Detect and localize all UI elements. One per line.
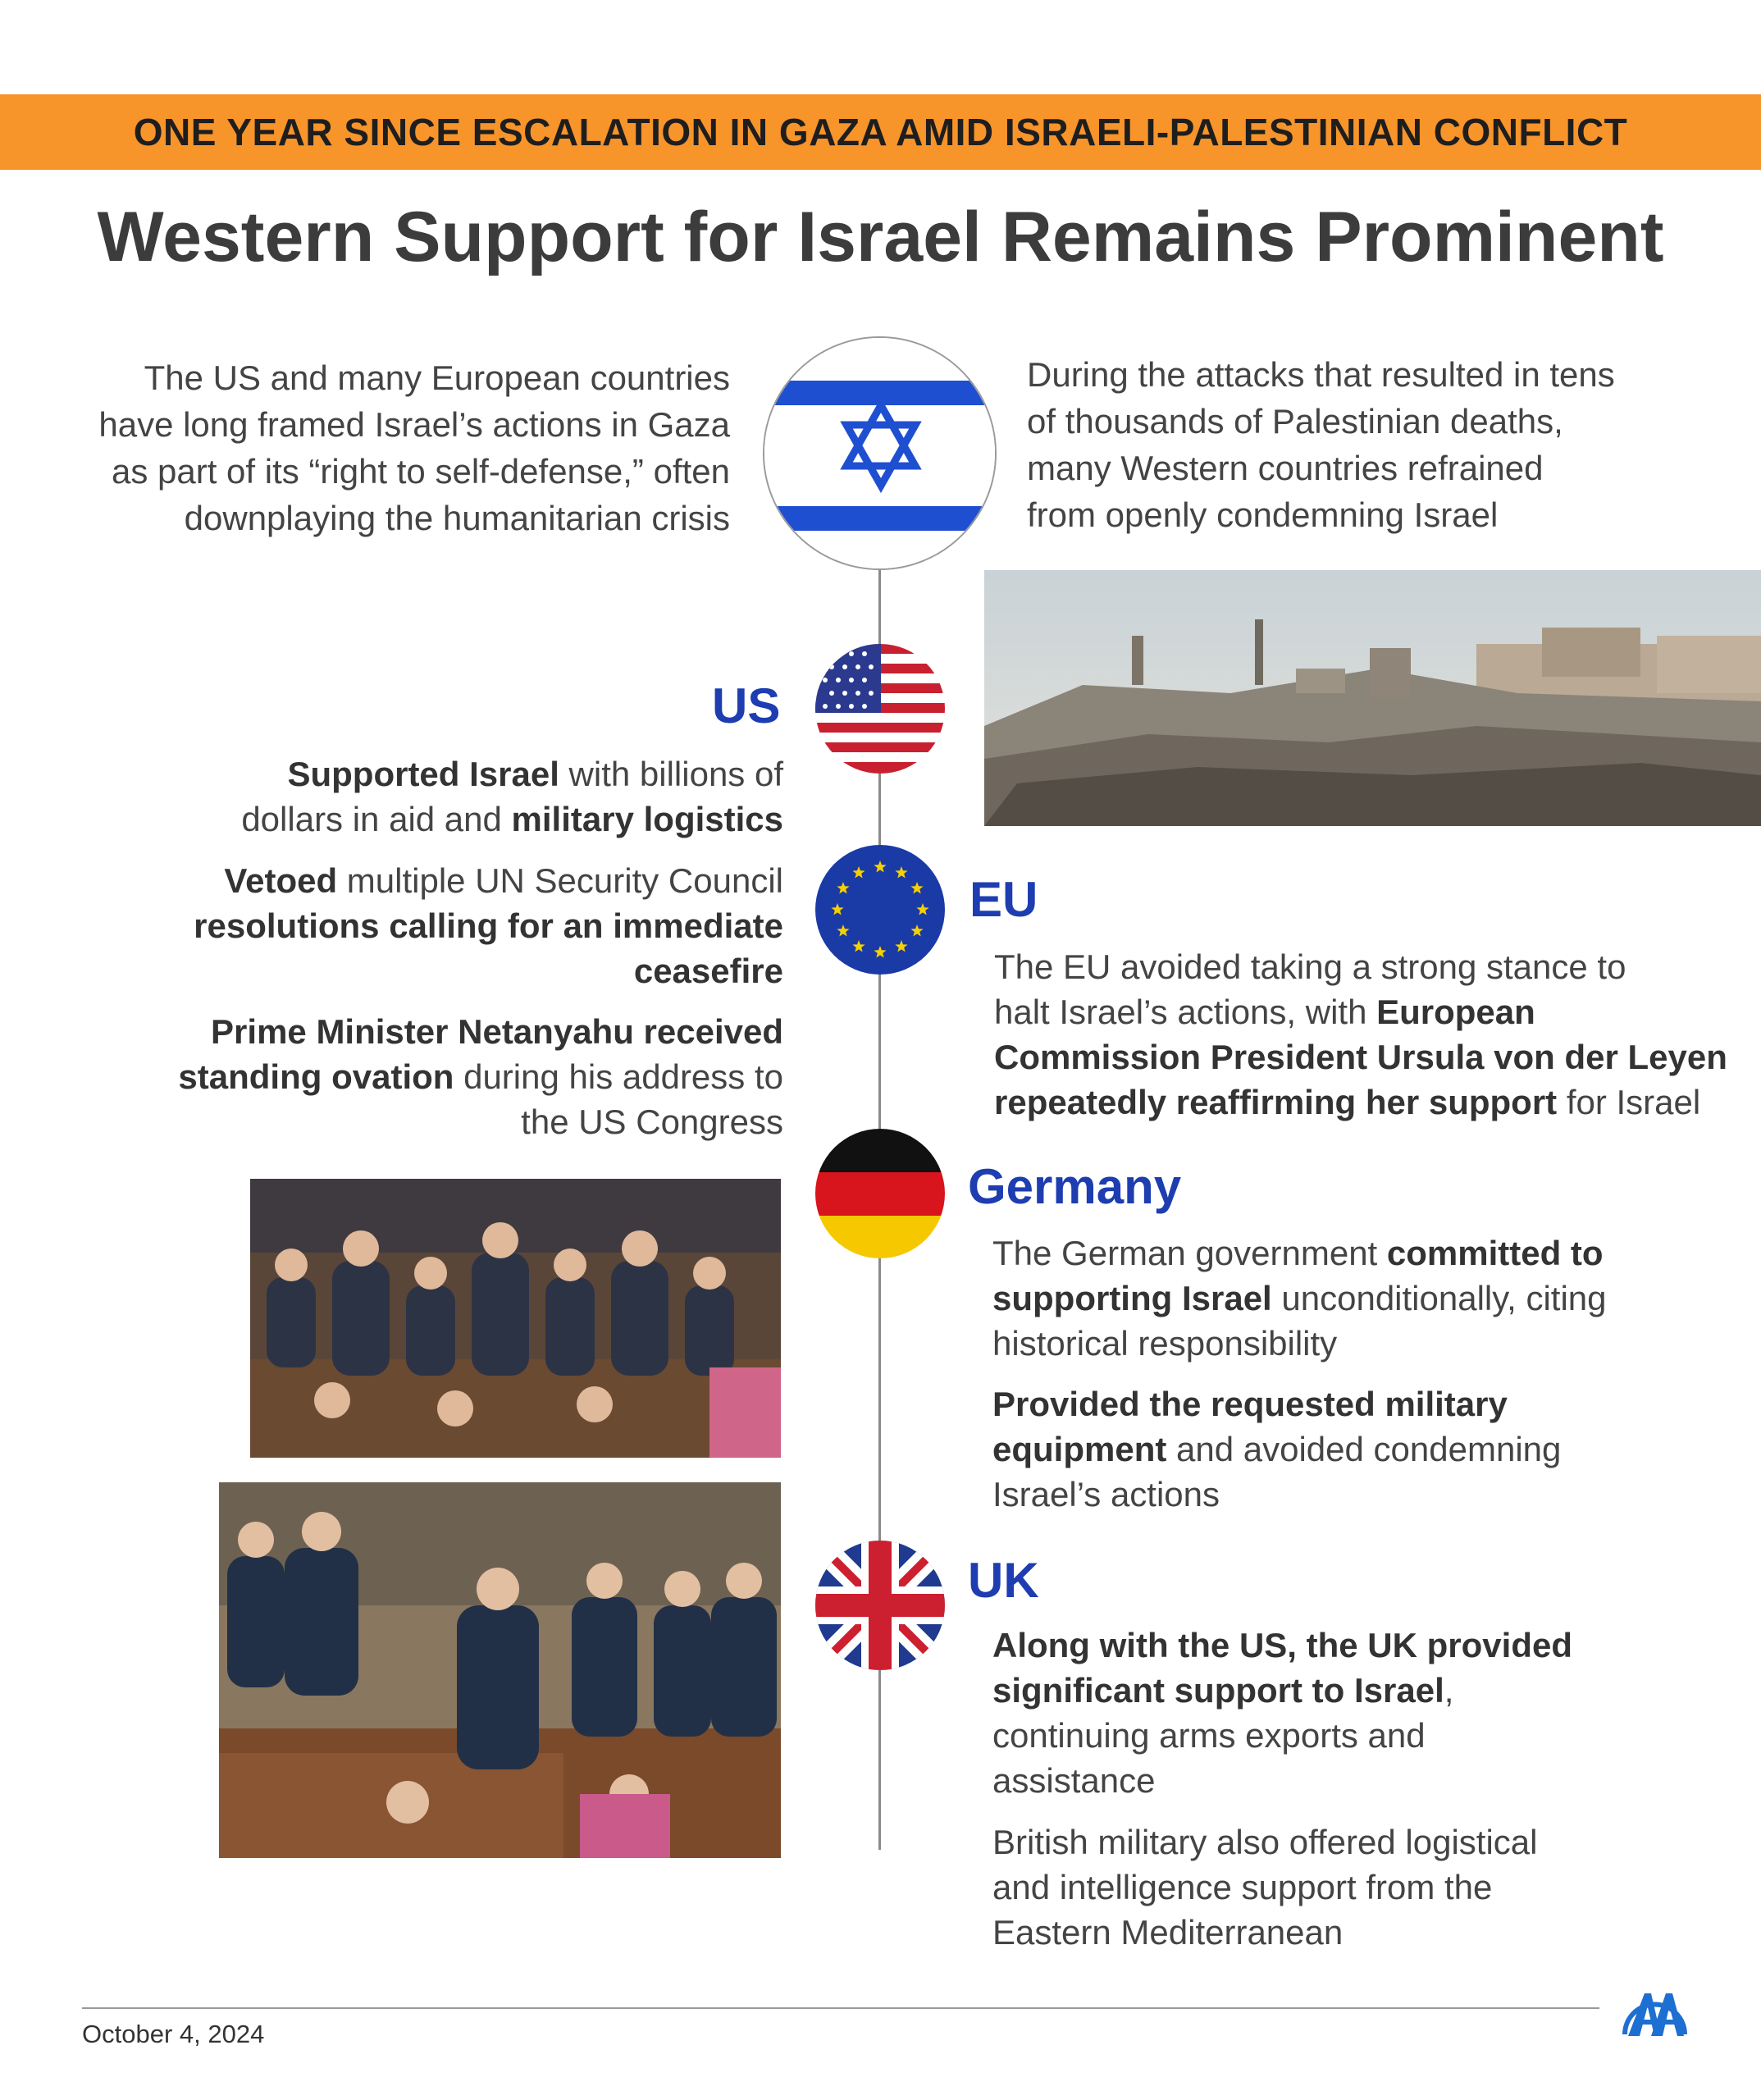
- aa-logo-icon: [1620, 1975, 1690, 2039]
- eu-flag-icon: [815, 845, 945, 975]
- text-run: and intelligence support from the: [992, 1868, 1493, 1906]
- eu-paragraph-1: [994, 944, 1749, 1125]
- text-run: multiple UN Security Council: [337, 861, 783, 900]
- us-paragraph-2: [98, 858, 783, 993]
- text-run: The German government: [992, 1234, 1387, 1272]
- uk-flag-icon: [815, 1541, 945, 1670]
- country-heading-uk: UK: [968, 1553, 1039, 1608]
- intro-right-line: During the attacks that resulted in tens: [1027, 355, 1615, 394]
- country-heading-germany: Germany: [968, 1159, 1182, 1214]
- intro-right-line: from openly condemning Israel: [1027, 495, 1499, 534]
- israel-flag-icon: [763, 336, 997, 570]
- text-run: ,: [1444, 1671, 1454, 1710]
- text-run: dollars in aid and: [241, 800, 512, 838]
- intro-right-text: [1027, 351, 1708, 538]
- text-run: Israel’s actions: [992, 1475, 1220, 1513]
- bold-text-run: ceasefire: [633, 952, 783, 990]
- bold-text-run: military logistics: [511, 800, 783, 838]
- intro-left-line: have long framed Israel’s actions in Gaza: [98, 405, 730, 444]
- germany-flag-icon: [815, 1129, 945, 1258]
- text-run: halt Israel’s actions, with: [994, 993, 1377, 1031]
- text-run: and avoided condemning: [1166, 1430, 1562, 1468]
- congress-ovation-photo-1: [250, 1179, 781, 1458]
- text-run: unconditionally, citing: [1271, 1279, 1607, 1317]
- us-paragraph-3: [98, 1009, 783, 1144]
- text-run: the US Congress: [521, 1102, 783, 1141]
- uk-paragraph-1: [992, 1623, 1731, 1803]
- us-paragraph-1: [98, 751, 783, 842]
- text-run: assistance: [992, 1761, 1156, 1800]
- page-title: Western Support for Israel Remains Prominent: [97, 198, 1664, 276]
- intro-right-line: many Western countries refrained: [1027, 449, 1544, 487]
- intro-left-text: [49, 354, 730, 541]
- germany-paragraph-1: [992, 1230, 1731, 1366]
- bold-text-run: significant support to Israel: [992, 1671, 1444, 1710]
- text-run: during his address to: [454, 1057, 783, 1096]
- germany-paragraph-2: [992, 1381, 1731, 1517]
- us-flag-icon: [815, 644, 945, 774]
- country-heading-eu: EU: [969, 872, 1038, 927]
- text-run: Eastern Mediterranean: [992, 1913, 1344, 1952]
- bold-text-run: Along with the US, the UK provided: [992, 1626, 1572, 1664]
- text-run: for Israel: [1557, 1083, 1701, 1121]
- intro-right-line: of thousands of Palestinian deaths,: [1027, 402, 1563, 441]
- footer-divider: [82, 2007, 1599, 2009]
- bold-text-run: Prime Minister Netanyahu received: [211, 1012, 783, 1051]
- bold-text-run: European: [1376, 993, 1535, 1031]
- text-run: The EU avoided taking a strong stance to: [994, 947, 1626, 986]
- text-run: continuing arms exports and: [992, 1716, 1426, 1755]
- text-run: British military also offered logistical: [992, 1823, 1538, 1861]
- country-heading-us: US: [712, 678, 781, 733]
- bold-text-run: standing ovation: [178, 1057, 454, 1096]
- gaza-destruction-photo: [984, 570, 1761, 826]
- bold-text-run: repeatedly reaffirming her support: [994, 1083, 1558, 1121]
- intro-left-line: The US and many European countries: [144, 358, 730, 397]
- intro-left-line: as part of its “right to self-defense,” often: [111, 452, 730, 491]
- intro-left-line: downplaying the humanitarian crisis: [184, 499, 730, 537]
- bold-text-run: supporting Israel: [992, 1279, 1272, 1317]
- bold-text-run: Commission President Ursula von der Leyen: [994, 1038, 1727, 1076]
- text-run: historical responsibility: [992, 1324, 1338, 1363]
- bold-text-run: committed to: [1386, 1234, 1604, 1272]
- bold-text-run: resolutions calling for an immediate: [194, 906, 783, 945]
- top-banner: [0, 94, 1761, 170]
- bold-text-run: Provided the requested military: [992, 1385, 1508, 1423]
- uk-paragraph-2: [992, 1819, 1731, 1955]
- text-run: with billions of: [559, 755, 783, 793]
- bold-text-run: Vetoed: [224, 861, 338, 900]
- bold-text-run: equipment: [992, 1430, 1167, 1468]
- bold-text-run: Supported Israel: [287, 755, 559, 793]
- congress-ovation-photo-2: [219, 1482, 781, 1858]
- banner-text: ONE YEAR SINCE ESCALATION IN GAZA AMID ISRAELI-PALESTINIAN CONFLICT: [133, 111, 1628, 153]
- publication-date: October 4, 2024: [82, 2020, 265, 2048]
